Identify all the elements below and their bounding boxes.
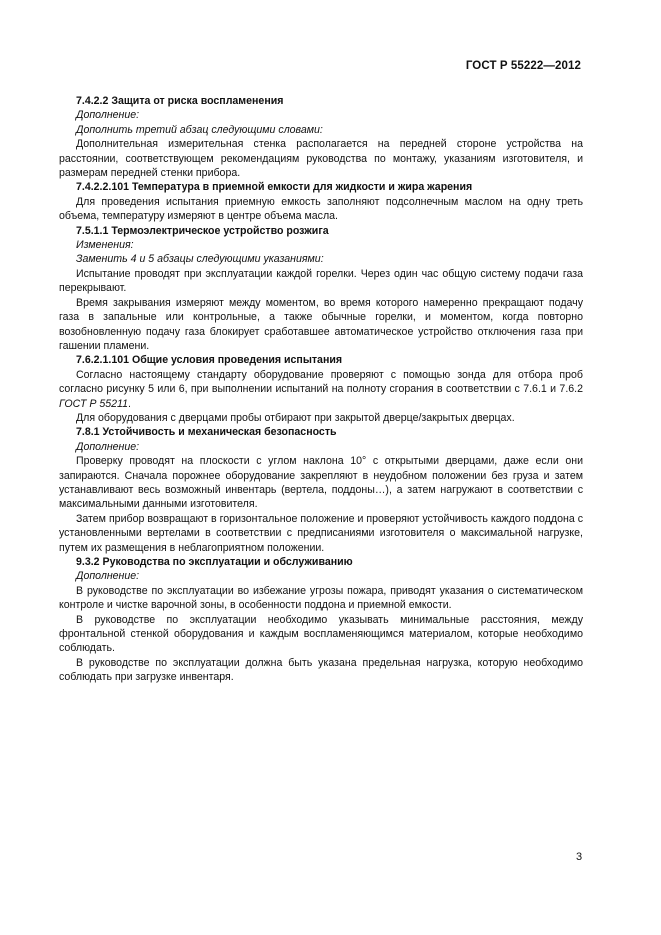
section-heading: 7.5.1.1 Термоэлектрическое устройство розжига <box>76 224 329 237</box>
amendment-note: Заменить 4 и 5 абзацы следующими указаниями: <box>76 253 324 266</box>
paragraph-text: Согласно настоящему стандарту оборудование проверяют с помощью зонда для отбора проб согласно рисунку 5 или 6, при выполнении испытаний на полноту сгорания в соответствии с 7.6.1 и 7.6.2 <box>59 368 583 396</box>
section-heading: 7.4.2.2.101 Температура в приемной емкости для жидкости и жира жарения <box>76 181 473 194</box>
amendment-note: Дополнение: <box>76 109 140 122</box>
paragraph-tail: . <box>128 397 131 410</box>
document-body <box>59 94 583 685</box>
section-heading: 7.6.2.1.101 Общие условия проведения испытания <box>76 354 343 367</box>
section-heading: 7.4.2.2 Защита от риска воспламенения <box>76 95 284 107</box>
body-paragraph: Время закрывания измеряют между моментом, во время которого намеренно прекращают подачу газа в запальные или контрольные, а также обычные горелки, и моментом, когда повторно возобновленную подачу газа блокирует сработавшее автоматическое устройство отключения газа при гашении пламени. <box>59 296 583 352</box>
body-paragraph: В руководстве по эксплуатации во избежание угрозы пожара, приводят указания о систематическом контроле и чистке варочной зоны, в особенности поддона и приемной емкости. <box>59 584 583 612</box>
body-paragraph <box>59 368 583 411</box>
section-heading: 9.3.2 Руководства по эксплуатации и обслуживанию <box>76 556 353 568</box>
body-paragraph: Затем прибор возвращают в горизонтальное положение и проверяют устойчивость каждого поддона с установленными вертелами в соответствии с предписаниями изготовителя о максимальной нагрузке, путем их размещения в неблагоприятном положении. <box>59 512 583 554</box>
page-number: 3 <box>576 851 583 863</box>
standard-reference: ГОСТ Р 55211 <box>59 397 129 410</box>
standard-header: ГОСТ Р 55222—2012 <box>465 60 581 72</box>
body-paragraph: Для проведения испытания приемную емкость заполняют подсолнечным маслом на одну треть объема, температуру измеряют в центре объема масла. <box>59 195 583 223</box>
amendment-note: Изменения: <box>76 239 134 252</box>
section-heading: 7.8.1 Устойчивость и механическая безопасность <box>76 426 337 439</box>
amendment-note: Дополнение: <box>76 440 140 453</box>
body-paragraph: В руководстве по эксплуатации необходимо указывать минимальные расстояния, между фронтальной стенкой оборудования и каждым воспламеняющимся материалом, которые необходимо соблюдать. <box>59 613 583 655</box>
body-paragraph: В руководстве по эксплуатации должна быть указана предельная нагрузка, которую необходимо соблюдать при загрузке инвентаря. <box>59 656 583 684</box>
amendment-note: Дополнение: <box>76 570 140 583</box>
body-paragraph: Для оборудования с дверцами пробы отбирают при закрытой дверце/закрытых дверцах. <box>76 411 515 424</box>
amendment-note: Дополнить третий абзац следующими словами: <box>76 123 323 136</box>
body-paragraph: Испытание проводят при эксплуатации каждой горелки. Через один час общую систему подачи газа перекрывают. <box>59 267 583 295</box>
body-paragraph: Дополнительная измерительная стенка располагается на передней стороне устройства на расстоянии, соответствующем рекомендациям руководства по монтажу, указаниям изготовителя, и размерам передней стенки прибора. <box>59 138 583 180</box>
body-paragraph: Проверку проводят на плоскости с углом наклона 10° с открытыми дверцами, даже если они запираются. Сначала порожнее оборудование закрепляют в неудобном положении без груза и затем устанавливают весь возможный инвентарь (вертела, поддоны…), а затем нагружают в соответствии с максимальными данными изготовителя. <box>59 455 583 511</box>
